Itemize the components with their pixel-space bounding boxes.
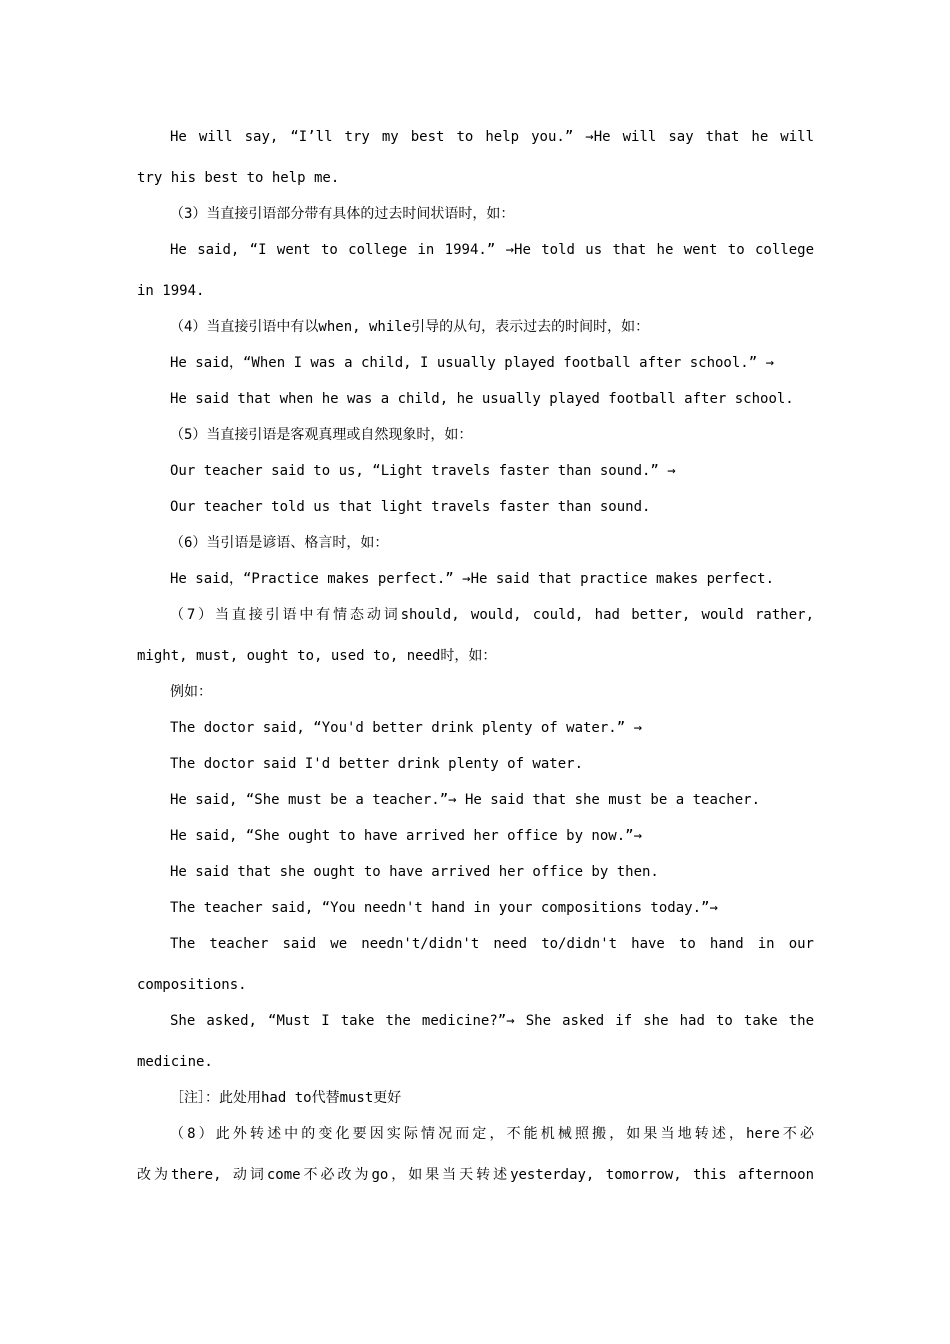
text-line: He said that she ought to have arrived her office by then. xyxy=(170,864,659,880)
section-heading: （3）当直接引语部分带有具体的过去时间状语时，如： xyxy=(170,206,515,222)
text-line: He said, “She must be a teacher.”→ He said that she must be a teacher. xyxy=(170,792,761,808)
section-heading: （6）当引语是谚语、格言时，如： xyxy=(170,535,389,551)
text-line: The doctor said I'd better drink plenty of water. xyxy=(170,756,584,772)
section-heading: （5）当直接引语是客观真理或自然现象时，如： xyxy=(170,427,473,443)
text-line: He said, “I went to college in 1994.” →He told us that he went to college xyxy=(170,242,814,258)
text-line: He said，“Practice makes perfect.” →He said that practice makes perfect. xyxy=(170,571,775,587)
section-heading: （8）此外转述中的变化要因实际情况而定，不能机械照搬，如果当地转述，here不必 xyxy=(170,1126,814,1142)
text-line: He said, “She ought to have arrived her office by now.”→ xyxy=(170,828,643,844)
text-line: in 1994. xyxy=(137,283,205,299)
text-line: try his best to help me. xyxy=(137,170,340,186)
text-line: The doctor said, “You'd better drink plenty of water.” → xyxy=(170,720,643,736)
text-line: The teacher said, “You needn't hand in your compositions today.”→ xyxy=(170,900,718,916)
note-line: ［注］：此处用had to代替must更好 xyxy=(170,1090,402,1106)
text-line: The teacher said we needn't/didn't need to/didn't have to hand in our xyxy=(170,936,814,952)
text-line: He said that when he was a child, he usually played football after school. xyxy=(170,391,794,407)
text-line: Our teacher told us that light travels faster than sound. xyxy=(170,499,651,515)
text-line: 例如： xyxy=(170,684,212,700)
section-heading: （4）当直接引语中有以when, while引导的从句，表示过去的时间时，如： xyxy=(170,319,650,335)
text-line: 改为there, 动词come不必改为go，如果当天转述yesterday, tomorrow, this afternoon xyxy=(137,1167,814,1183)
text-line: might, must, ought to, used to, need时，如： xyxy=(137,648,497,664)
text-line: medicine. xyxy=(137,1054,213,1070)
text-line: compositions. xyxy=(137,977,247,993)
text-line: He will say, “I’ll try my best to help you.” →He will say that he will xyxy=(170,129,814,145)
text-line: She asked, “Must I take the medicine?”→ She asked if she had to take the xyxy=(170,1013,814,1029)
section-heading: （7）当直接引语中有情态动词should, would, could, had better, would rather, xyxy=(170,607,814,623)
text-line: He said，“When I was a child, I usually played football after school.” → xyxy=(170,355,775,371)
text-line: Our teacher said to us, “Light travels faster than sound.” → xyxy=(170,463,676,479)
